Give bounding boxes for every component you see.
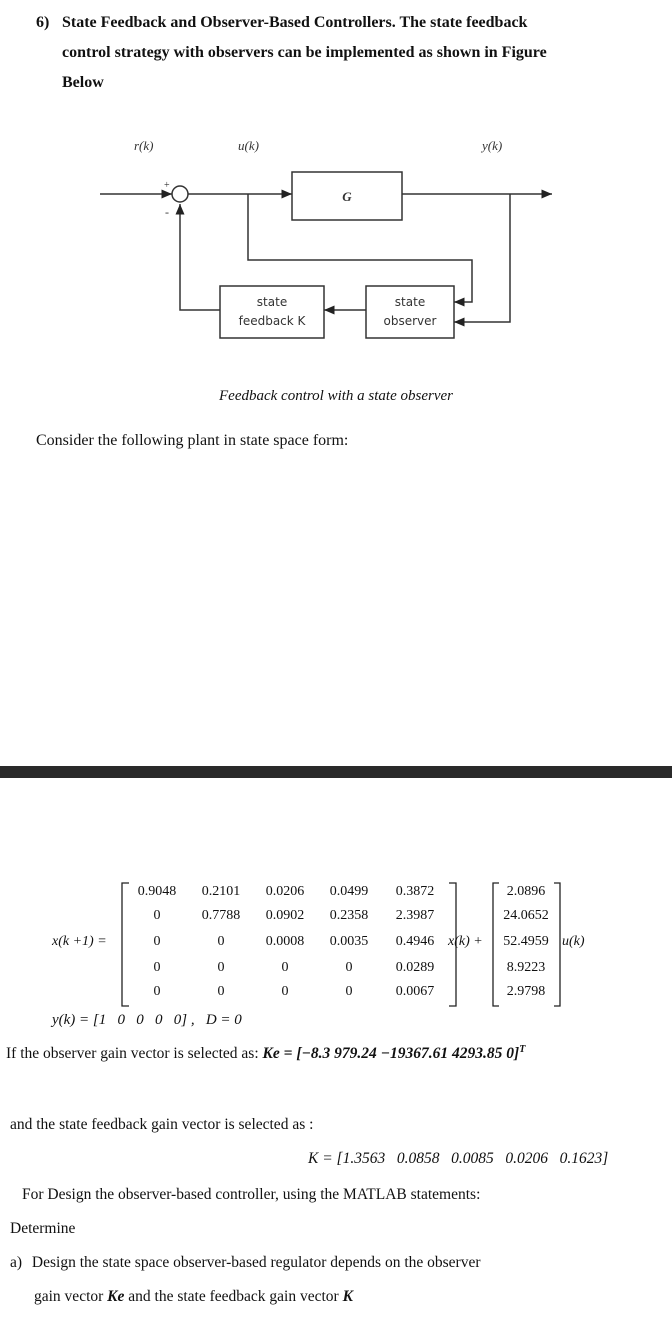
plant-label: G [342, 189, 352, 204]
matrix-a [124, 884, 454, 1004]
matrix-a-row [124, 884, 454, 904]
equation-uk: u(k) [562, 934, 585, 949]
vector-b [496, 884, 556, 1004]
matrix-a-row [124, 934, 454, 954]
matrix-cell: 2.3987 [395, 908, 435, 923]
output-equation: y(k) = [1 0 0 0 0] , D = 0 [52, 1012, 242, 1028]
matrix-cell: 0 [217, 934, 225, 949]
matrix-cell: 0 [217, 960, 225, 975]
matrix-cell: 0 [345, 960, 353, 975]
feedback-block [220, 286, 324, 338]
question-line-3: Below [62, 74, 104, 91]
signal-y-label: y(k) [482, 138, 503, 153]
vector-cell: 8.9223 [506, 960, 546, 975]
observer-label-1: state [394, 295, 426, 309]
matrix-cell: 0 [153, 960, 161, 975]
matlab-text: For Design the observer-based controller, using the MATLAB statements: [22, 1186, 481, 1203]
vector-cell: 2.0896 [506, 884, 546, 899]
feedback-to-sum [180, 204, 220, 310]
feedback-gain-vector: K = [1.3563 0.0858 0.0085 0.0206 0.1623] [308, 1150, 609, 1167]
matrix-cell: 0 [153, 934, 161, 949]
matrix-cell: 0.0206 [265, 884, 305, 899]
feedback-gain-text: and the state feedback gain vector is selected as : [10, 1116, 314, 1133]
observer-block [366, 286, 454, 338]
equation-lhs: x(k +1) = [52, 934, 107, 949]
matrix-cell: 0 [153, 984, 161, 999]
part-a-ke: Ke [107, 1288, 125, 1305]
matrix-cell: 0.3872 [395, 884, 435, 899]
part-a-label: a) [10, 1254, 23, 1271]
matrix-cell: 0 [281, 960, 289, 975]
matrix-cell: 0.0067 [395, 984, 435, 999]
vector-cell: 24.0652 [503, 908, 549, 923]
observer-gain-line [6, 1044, 525, 1063]
state-equation [0, 880, 672, 1010]
vector-cell: 52.4959 [503, 934, 549, 949]
matrix-cell: 0 [153, 908, 161, 923]
page-divider [0, 766, 672, 778]
figure-caption: Feedback control with a state observer [219, 388, 453, 404]
matrix-cell: 0 [217, 984, 225, 999]
observer-label-2: observer [383, 314, 437, 328]
determine-text: Determine [10, 1220, 76, 1237]
matrix-cell: 0.0902 [265, 908, 305, 923]
feedback-label-2: feedback K [238, 314, 306, 328]
y-to-observer [454, 194, 510, 322]
matrix-a-row [124, 960, 454, 980]
signal-u-label: u(k) [238, 138, 259, 153]
question-heading [36, 8, 656, 98]
vector-cell: 2.9798 [506, 984, 546, 999]
part-a-k: K [342, 1288, 353, 1305]
matrix-cell: 0.0035 [329, 934, 369, 949]
matrix-cell: 0.0289 [395, 960, 435, 975]
block-diagram [90, 130, 570, 340]
part-a-line-2 [34, 1288, 353, 1306]
matrix-cell: 0.9048 [137, 884, 177, 899]
minus-sign: - [165, 205, 169, 219]
matrix-cell: 0 [281, 984, 289, 999]
transpose-sup: T [519, 1044, 526, 1055]
question-number: 6) [36, 14, 50, 31]
signal-r-label: r(k) [134, 138, 154, 153]
matrix-cell: 0.2358 [329, 908, 369, 923]
matrix-cell: 0 [345, 984, 353, 999]
part-a-text-a: gain vector [34, 1288, 108, 1305]
plus-sign: + [164, 180, 170, 191]
question-line-2: control strategy with observers can be implemented as shown in Figure [62, 44, 547, 61]
part-a-text-b: and the state feedback gain vector [124, 1288, 343, 1305]
matrix-a-row [124, 984, 454, 1004]
equation-xk-plus: x(k) + [448, 934, 483, 949]
intro-text: Consider the following plant in state space form: [36, 432, 349, 449]
matrix-cell: 0.4946 [395, 934, 435, 949]
matrix-cell: 0.0499 [329, 884, 369, 899]
matrix-a-row [124, 908, 454, 928]
observer-gain-text: If the observer gain vector is selected as: [6, 1045, 259, 1063]
matrix-cell: 0.0008 [265, 934, 305, 949]
observer-gain-vector: Ke = [−8.3 979.24 −19367.61 4293.85 0] [262, 1045, 520, 1063]
part-a [10, 1254, 670, 1272]
matrix-cell: 0.7788 [201, 908, 241, 923]
feedback-label-1: state [256, 295, 288, 309]
summing-junction [172, 186, 188, 202]
part-a-line-1: Design the state space observer-based regulator depends on the observer [31, 1254, 481, 1271]
question-line-1: State Feedback and Observer-Based Controllers. The state feedback [62, 14, 528, 31]
matrix-cell: 0.2101 [201, 884, 241, 899]
